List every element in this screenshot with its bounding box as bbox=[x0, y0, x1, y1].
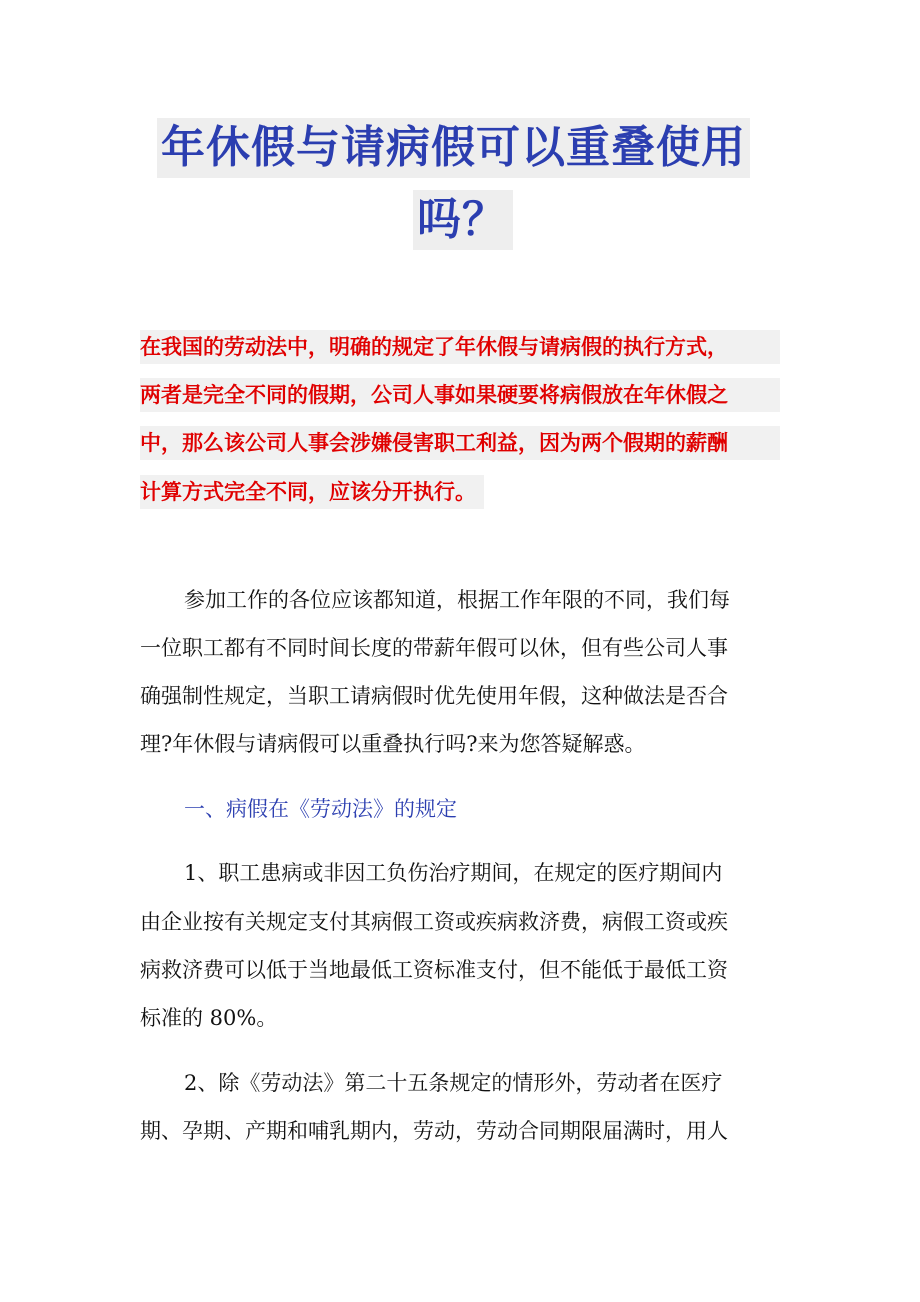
paragraph-line: 期、孕期、产期和哺乳期内，劳动，劳动合同期限届满时，用人 bbox=[140, 1119, 728, 1143]
paragraph-line: 1、职工患病或非因工负伤治疗期间，在规定的医疗期间内 bbox=[184, 861, 723, 885]
intro-line: 中，那么该公司人事会涉嫌侵害职工利益，因为两个假期的薪酬 bbox=[140, 426, 780, 460]
paragraph-line: 参加工作的各位应该都知道，根据工作年限的不同，我们每 bbox=[184, 588, 730, 612]
document-title-line-1: 年休假与请病假可以重叠使用 bbox=[157, 118, 750, 178]
section-heading: 一、病假在《劳动法》的规定 bbox=[184, 797, 457, 821]
intro-line: 两者是完全不同的假期，公司人事如果硬要将病假放在年休假之 bbox=[140, 378, 780, 412]
paragraph-line: 标准的 80%。 bbox=[140, 1006, 278, 1030]
paragraph-line: 理?年休假与请病假可以重叠执行吗?来为您答疑解惑。 bbox=[140, 732, 646, 756]
document-title-line-2: 吗？ bbox=[413, 190, 513, 250]
paragraph-line: 确强制性规定，当职工请病假时优先使用年假，这种做法是否合 bbox=[140, 684, 728, 708]
intro-line: 计算方式完全不同，应该分开执行。 bbox=[140, 475, 484, 509]
paragraph-line: 2、除《劳动法》第二十五条规定的情形外，劳动者在医疗 bbox=[184, 1071, 723, 1095]
paragraph-line: 病救济费可以低于当地最低工资标准支付，但不能低于最低工资 bbox=[140, 958, 728, 982]
paragraph-line: 由企业按有关规定支付其病假工资或疾病救济费，病假工资或疾 bbox=[140, 910, 728, 934]
intro-line: 在我国的劳动法中，明确的规定了年休假与请病假的执行方式， bbox=[140, 330, 780, 364]
paragraph-line: 一位职工都有不同时间长度的带薪年假可以休，但有些公司人事 bbox=[140, 636, 728, 660]
